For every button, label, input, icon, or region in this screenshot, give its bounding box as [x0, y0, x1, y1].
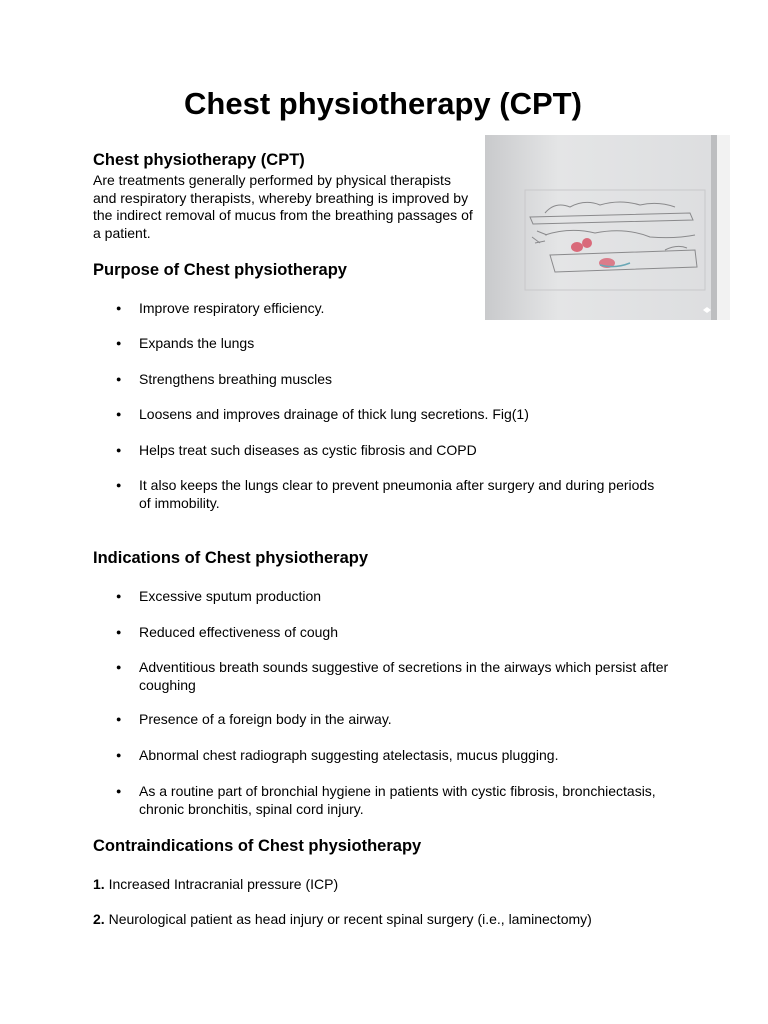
list-item: ● Presence of a foreign body in the airway. — [139, 711, 669, 729]
item-text: Neurological patient as head injury or recent spinal surgery (i.e., laminectomy) — [108, 911, 592, 927]
list-item: ● Strengthens breathing muscles — [139, 371, 669, 389]
list-item: ● Reduced effectiveness of cough — [139, 624, 669, 642]
intro-heading: Chest physiotherapy (CPT) — [93, 151, 305, 169]
list-item: ● Excessive sputum production — [139, 588, 669, 606]
numbered-item — [93, 876, 713, 894]
list-item: ● Improve respiratory efficiency. — [139, 300, 669, 318]
list-item: ● Expands the lungs — [139, 335, 669, 353]
list-item: ● Abnormal chest radiograph suggesting atelectasis, mucus plugging. — [139, 747, 669, 765]
item-number: 1. — [93, 876, 105, 892]
list-item: ● As a routine part of bronchial hygiene in patients with cystic fibrosis, bronchiectasis, chronic bronchitis, spinal cord injury. — [139, 783, 669, 818]
list-item: ● Adventitious breath sounds suggestive of secretions in the airways which persist after coughing — [139, 659, 669, 694]
indications-heading: Indications of Chest physiotherapy — [93, 549, 369, 567]
patient-positioning-illustration-icon — [485, 135, 730, 320]
list-item: ● Helps treat such diseases as cystic fibrosis and COPD — [139, 442, 669, 460]
item-number: 2. — [93, 911, 105, 927]
figure-photo — [485, 135, 730, 320]
list-item: ● It also keeps the lungs clear to prevent pneumonia after surgery and during periods of immobility. — [139, 477, 669, 512]
item-text: Increased Intracranial pressure (ICP) — [108, 876, 339, 892]
intro-text: Are treatments generally performed by physical therapists and respiratory therapists, whereby breathing is improved by the indirect removal of mucus from the breathing passages of a patient. — [93, 172, 473, 241]
numbered-item — [93, 911, 713, 929]
list-item: ● Loosens and improves drainage of thick lung secretions. Fig(1) — [139, 406, 669, 424]
purpose-heading: Purpose of Chest physiotherapy — [93, 261, 347, 279]
page-title: Chest physiotherapy (CPT) — [184, 86, 582, 121]
contraindications-heading: Contraindications of Chest physiotherapy — [93, 837, 422, 855]
